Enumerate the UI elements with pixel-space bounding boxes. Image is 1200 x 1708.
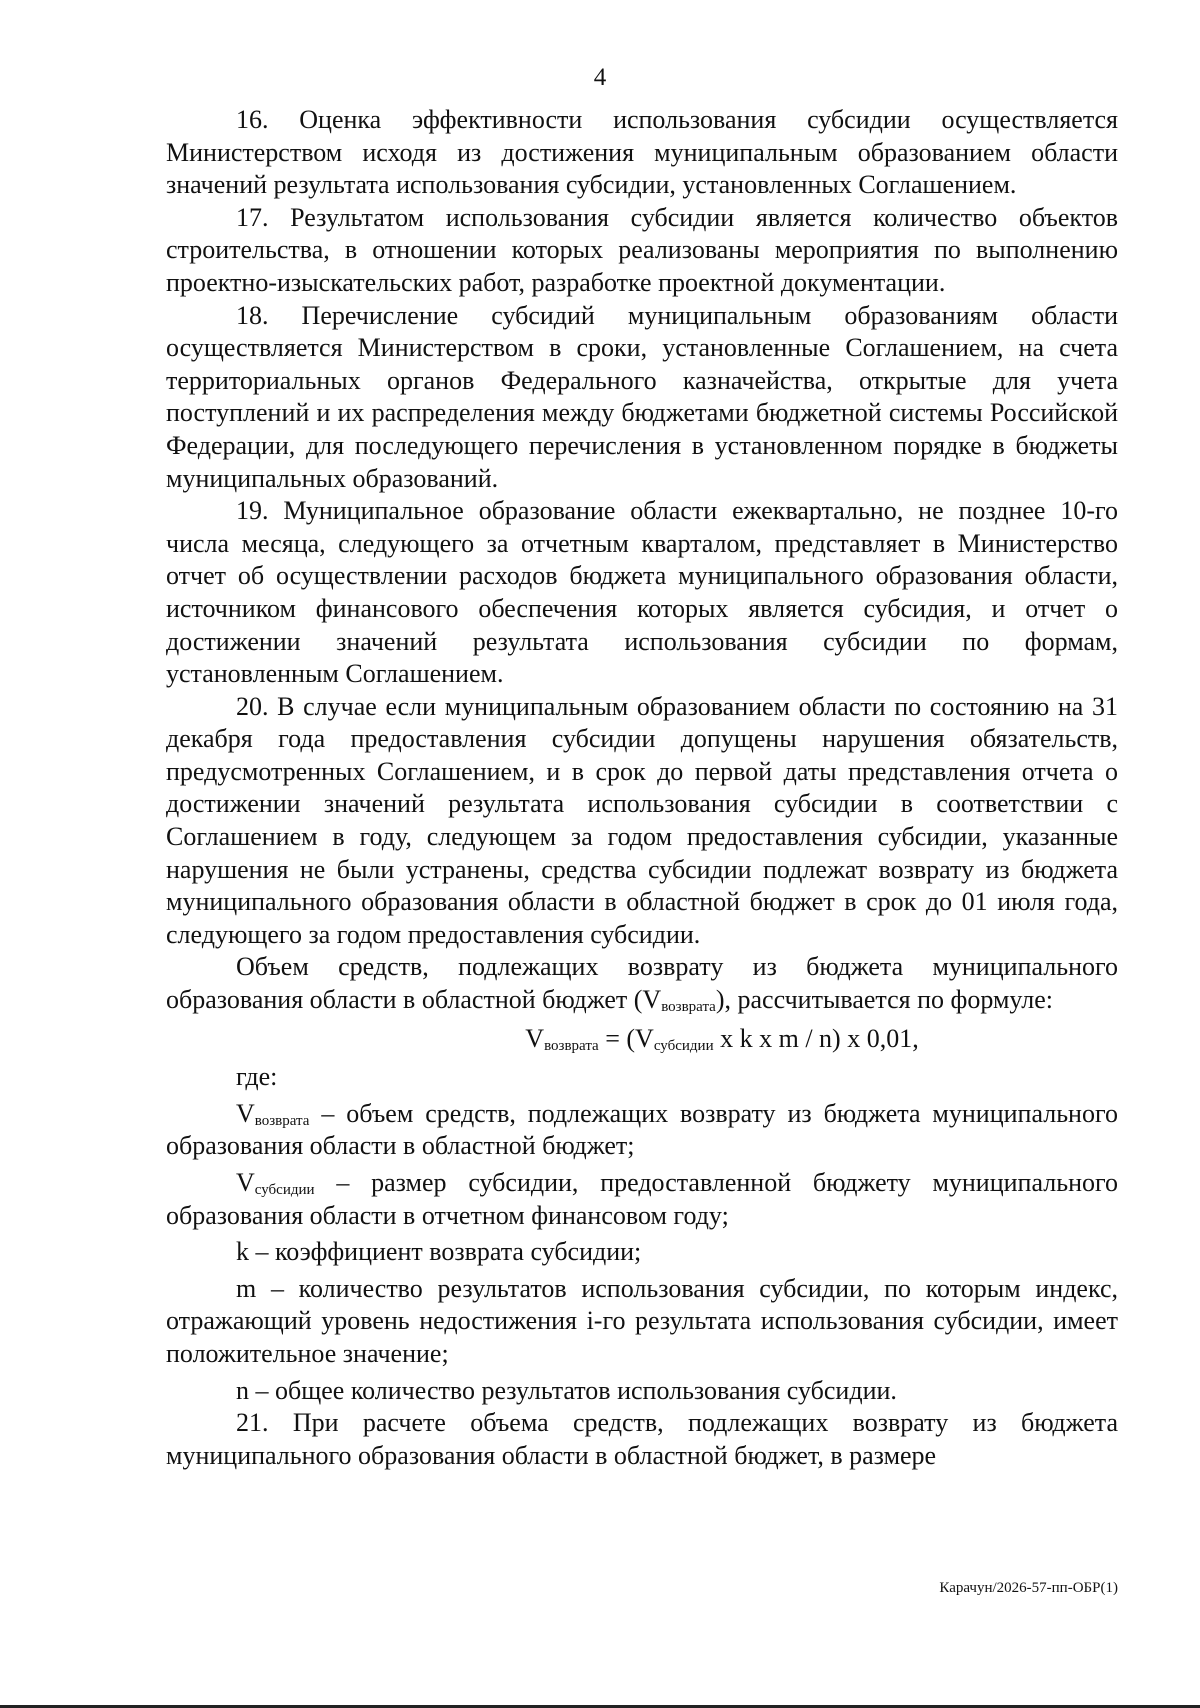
paragraph-volume bbox=[166, 951, 1118, 1016]
formula-sub-vozvrata: возврата bbox=[544, 1037, 599, 1054]
formula-mid: = (V bbox=[598, 1023, 654, 1053]
definition-m: m – количество результатов использования субсидии, по которым индекс, отражающий уровень недостижения i-го результата использования субсидии, имеет положительное значение; bbox=[166, 1273, 1118, 1368]
paragraph-18: 18. Перечисление субсидий муниципальным образованиям области осуществляется Министерством в сроки, установленные Соглашением, на счета территориальных органов Федерального казначейства, открытые для учета поступлений и их распределения между бюджетами бюджетной системы Российской Федерации, для последующего перечисления в установленном порядке в бюджеты муниципальных образований. bbox=[166, 300, 1118, 493]
definition-v-subsidii bbox=[166, 1167, 1118, 1232]
def-v2-text: – размер субсидии, предоставленной бюджету муниципального образования области в отчетном финансовом году; bbox=[166, 1168, 1118, 1230]
definition-v-vozvrata bbox=[166, 1098, 1118, 1163]
document-code: Карачун/2026-57-пп-ОБР(1) bbox=[939, 1580, 1118, 1596]
formula-sub-subsidii: субсидии bbox=[653, 1037, 714, 1054]
def-v1: V bbox=[236, 1098, 255, 1128]
paragraph-16: 16. Оценка эффективности использования субсидии осуществляется Министерством исходя из достижения муниципальным образованием области значений результата использования субсидии, установленных Соглашением. bbox=[166, 105, 1118, 200]
paragraph-21: 21. При расчете объема средств, подлежащих возврату из бюджета муниципального образования области в областной бюджет, в размере bbox=[166, 1408, 1118, 1470]
formula-v1: V bbox=[525, 1023, 545, 1053]
def-v2-sub: субсидии bbox=[254, 1182, 315, 1198]
def-v1-text: – объем средств, подлежащих возврату из бюджета муниципального образования области в областной бюджет; bbox=[166, 1098, 1118, 1161]
volume-text-before: Объем средств, подлежащих возврату из бюджета муниципального образования области в областной бюджет (V bbox=[166, 952, 1118, 1015]
volume-subscript: возврата bbox=[661, 999, 716, 1016]
paragraph-20: 20. В случае если муниципальным образованием области по состоянию на 31 декабря года предоставления субсидии допущены нарушения обязательств, предусмотренных Соглашением, и в срок до первой даты представления отчета о достижении значений результата использования субсидии в соответствии с Соглашением в году, следующем за годом предоставления субсидии, указанные нарушения не были устранены, средства субсидии подлежат возврату из бюджета муниципального образования области в областной бюджет в срок до 01 июля года, следующего за годом предоставления субсидии. bbox=[166, 691, 1118, 949]
formula-rest: x k x m / n) x 0,01, bbox=[713, 1023, 919, 1053]
def-v1-sub: возврата bbox=[254, 1112, 310, 1129]
paragraph-17: 17. Результатом использования субсидии является количество объектов строительства, в отношении которых реализованы мероприятия по выполнению проектно-изыскательских работ, разработке проектной документации. bbox=[166, 202, 1118, 297]
return-formula bbox=[166, 1023, 1118, 1056]
volume-text-after: ), рассчитывается по формуле: bbox=[715, 985, 1054, 1015]
document-body bbox=[166, 104, 1118, 1472]
where-label: где: bbox=[236, 1062, 278, 1092]
def-v2: V bbox=[236, 1168, 255, 1197]
page-number: 4 bbox=[593, 64, 607, 91]
definition-k: k – коэффициент возврата субсидии; bbox=[236, 1237, 642, 1267]
paragraph-19: 19. Муниципальное образование области ежеквартально, не позднее 10-го числа месяца, следующего за отчетным кварталом, представляет в Министерство отчет об осуществлении расходов бюджета муниципального образования области, источником финансового обеспечения которых является субсидия, и отчет о достижении значений результата использования субсидии по формам, установленным Соглашением. bbox=[166, 496, 1118, 689]
definition-n: n – общее количество результатов использования субсидии. bbox=[236, 1375, 897, 1405]
